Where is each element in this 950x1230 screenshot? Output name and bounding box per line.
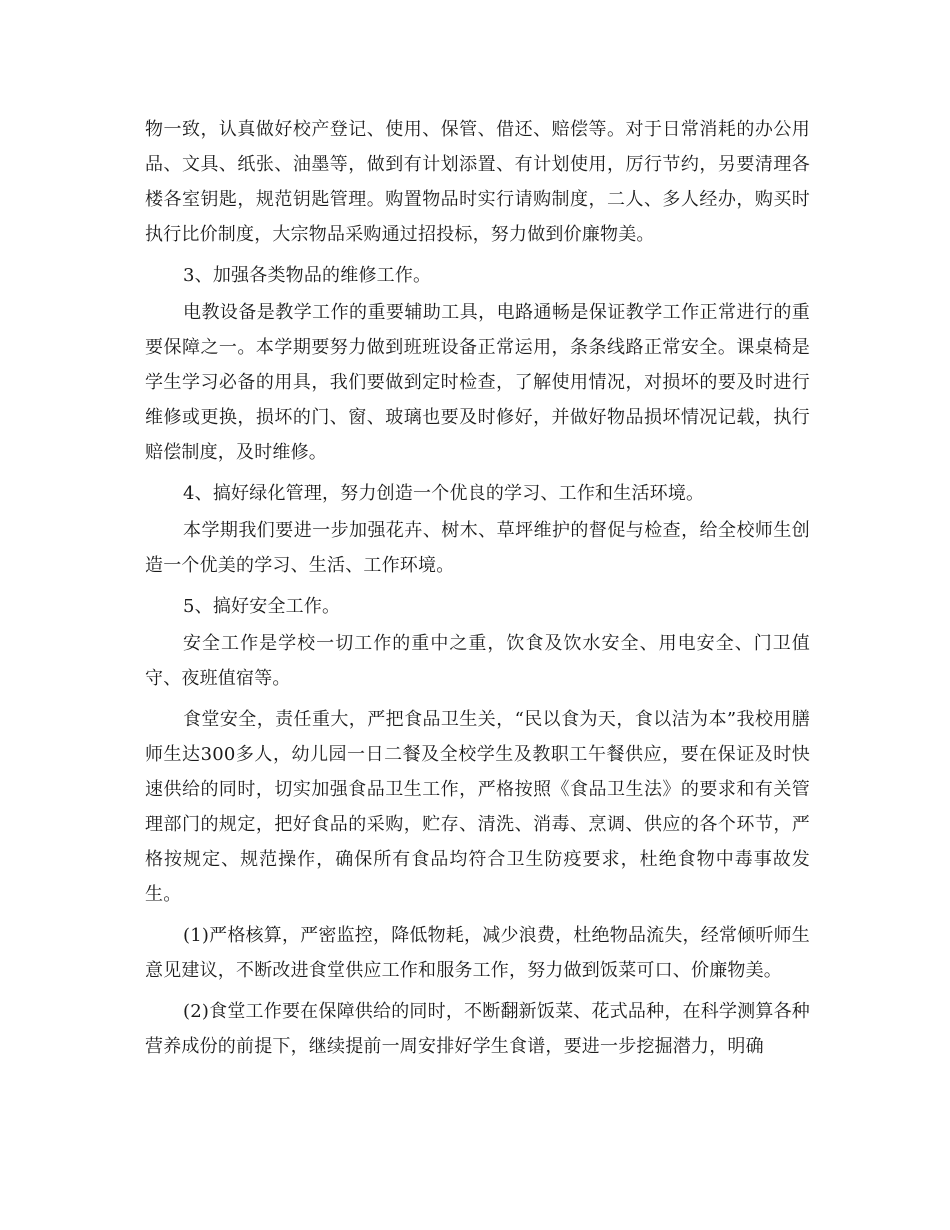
paragraph-canteen-safety: 食堂安全，责任重大，严把食品卫生关，“民以食为天，食以洁为本”我校用膳师生达300多人，幼儿园一日二餐及全校学生及教职工午餐供应，要在保证及时快速供给的同时，切实加强食品卫生工作，严格按照《食品卫生法》的要求和有关管理部门的规定，把好食品的采购，贮存、清洗、消毒、烹调、供应的各个环节，严格按规定、规范操作，确保所有食品均符合卫生防疫要求，杜绝食物中毒事故发生。 bbox=[145, 709, 810, 905]
paragraph-repair-work: 电教设备是教学工作的重要辅助工具，电路通畅是保证教学工作正常进行的重要保障之一。本学期要努力做到班班设备正常运用，条条线路正常安全。课桌椅是学生学习必备的用具，我们要做到定时检查，了解使用情况，对损坏的要及时进行维修或更换，损坏的门、窗、玻璃也要及时修好，并做好物品损坏情况记载，执行赔偿制度，及时维修。 bbox=[145, 302, 810, 463]
heading-safety: 5、搞好安全工作。 bbox=[183, 596, 341, 617]
heading-greening: 4、搞好绿化管理，努力创造一个优良的学习、工作和生活环境。 bbox=[183, 483, 705, 504]
paragraph-safety: 安全工作是学校一切工作的重中之重，饮食及饮水安全、用电安全、门卫值守、夜班值宿等。 bbox=[145, 633, 810, 689]
paragraph-canteen-item-2: (2)食堂工作要在保障供给的同时，不断翻新饭菜、花式品种，在科学测算各种营养成份的前提下，继续提前一周安排好学生食谱，要进一步挖掘潜力，明确 bbox=[145, 1001, 810, 1057]
paragraph-canteen-item-1: (1)严格核算，严密监控，降低物耗，减少浪费，杜绝物品流失，经常倾听师生意见建议，不断改进食堂供应工作和服务工作，努力做到饭菜可口、价廉物美。 bbox=[145, 925, 810, 981]
paragraph-greening: 本学期我们要进一步加强花卉、树木、草坪维护的督促与检查，给全校师生创造一个优美的学习、生活、工作环境。 bbox=[145, 520, 810, 576]
document-body bbox=[145, 112, 810, 1070]
heading-repair-work: 3、加强各类物品的维修工作。 bbox=[183, 265, 432, 286]
paragraph-asset-management: 物一致，认真做好校产登记、使用、保管、借还、赔偿等。对于日常消耗的办公用品、文具、纸张、油墨等，做到有计划添置、有计划使用，厉行节约，另要清理各楼各室钥匙，规范钥匙管理。购置物品时实行请购制度，二人、多人经办，购买时执行比价制度，大宗物品采购通过招投标，努力做到价廉物美。 bbox=[145, 119, 810, 245]
